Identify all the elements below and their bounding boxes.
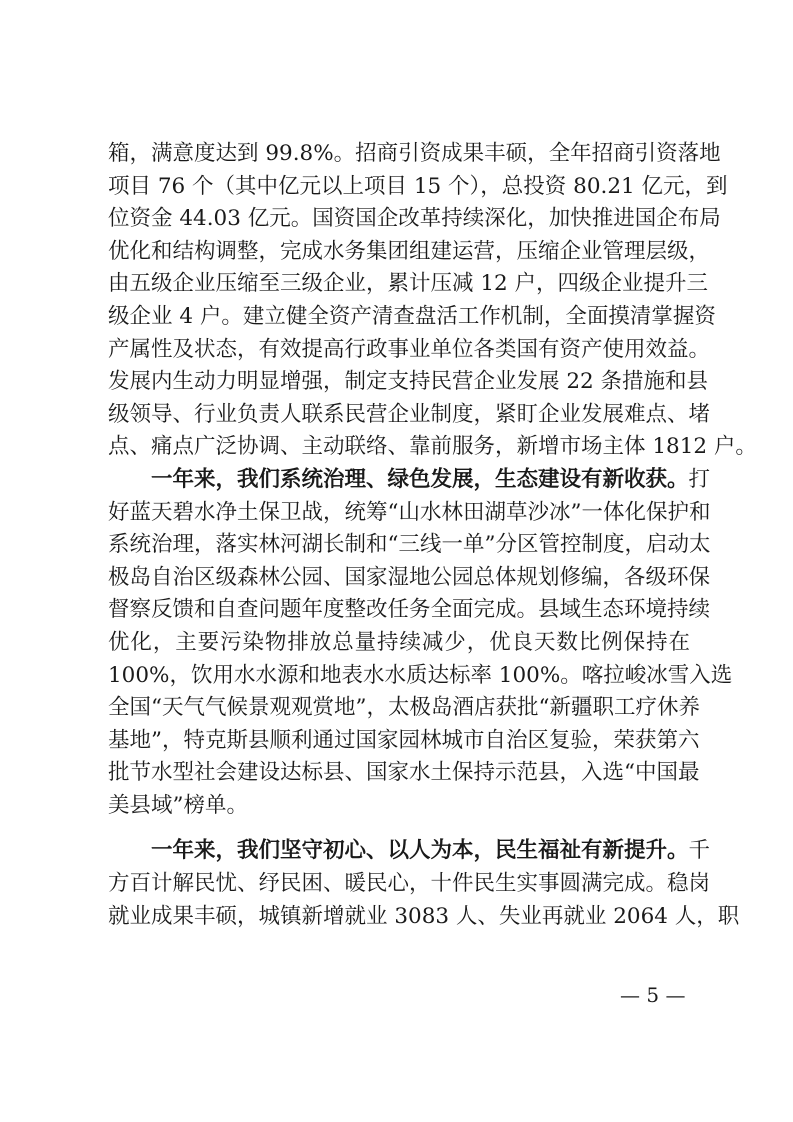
paragraph-lead-rest: 打 bbox=[688, 466, 711, 492]
text-line: 优化和结构调整，完成水务集团组建运营，压缩企业管理层级， bbox=[108, 238, 711, 264]
text-line: 产属性及状态，有效提高行政事业单位各类国有资产使用效益。 bbox=[108, 336, 711, 362]
text-line: 基地”，特克斯县顺利通过国家园林城市自治区复验，荣获第六 bbox=[108, 727, 700, 753]
text-line: 美县域”榜单。 bbox=[108, 792, 248, 818]
text-line: 点、痛点广泛协调、主动联络、靠前服务，新增市场主体 1812 户。 bbox=[108, 434, 757, 460]
paragraph-lead: 一年来，我们坚守初心、以人为本，民生福祉有新提升。 bbox=[151, 838, 689, 864]
text-line: 批节水型社会建设达标县、国家水土保持示范县，入选“中国最 bbox=[108, 760, 700, 786]
page-number: — 5 — bbox=[620, 983, 686, 1007]
text-line: 100%，饮用水水源和地表水水质达标率 100%。喀拉峻冰雪入选 bbox=[108, 662, 733, 688]
text-line: 督察反馈和自查问题年度整改任务全面完成。县域生态环境持续 bbox=[108, 597, 711, 623]
paragraph-first-line bbox=[108, 835, 711, 868]
text-line: 方百计解民忧、纾民困、暖民心，十件民生实事圆满完成。稳岗 bbox=[108, 871, 711, 897]
text-line: 箱，满意度达到 99.8%。招商引资成果丰硕，全年招商引资落地 bbox=[108, 141, 721, 166]
text-line: 好蓝天碧水净土保卫战，统筹“山水林田湖草沙冰”一体化保护和 bbox=[108, 499, 711, 525]
text-line: 由五级企业压缩至三级企业，累计压减 12 户，四级企业提升三 bbox=[108, 271, 709, 297]
text-line: 系统治理，落实林河湖长制和“三线一单”分区管控制度，启动太 bbox=[108, 532, 711, 558]
text-line: 就业成果丰硕，城镇新增就业 3083 人、失业再就业 2064 人，职 bbox=[108, 903, 740, 929]
text-line: 级领导、行业负责人联系民营企业制度，紧盯企业发展难点、堵 bbox=[108, 401, 711, 427]
paragraph-lead: 一年来，我们系统治理、绿色发展，生态建设有新收获。 bbox=[151, 466, 689, 492]
text-line: 优化，主要污染物排放总量持续减少，优良天数比例保持在 bbox=[108, 629, 690, 655]
paragraph-first-line bbox=[108, 464, 711, 497]
text-line: 发展内生动力明显增强，制定支持民营企业发展 22 条措施和县 bbox=[108, 369, 709, 395]
text-line: 极岛自治区级森林公园、国家湿地公园总体规划修编，各级环保 bbox=[108, 564, 711, 590]
text-line: 项目 76 个（其中亿元以上项目 15 个），总投资 80.21 亿元，到 bbox=[108, 173, 728, 199]
text-line: 全国“天气气候景观观赏地”，太极岛酒店获批“新疆职工疗休养 bbox=[108, 695, 700, 721]
paragraph-lead-rest: 千 bbox=[688, 838, 711, 864]
body-text bbox=[108, 138, 757, 933]
text-line: 级企业 4 户。建立健全资产清查盘活工作机制，全面摸清掌握资 bbox=[108, 303, 716, 329]
text-line: 位资金 44.03 亿元。国资国企改革持续深化，加快推进国企布局 bbox=[108, 206, 721, 232]
paragraph-spacer bbox=[108, 822, 690, 835]
